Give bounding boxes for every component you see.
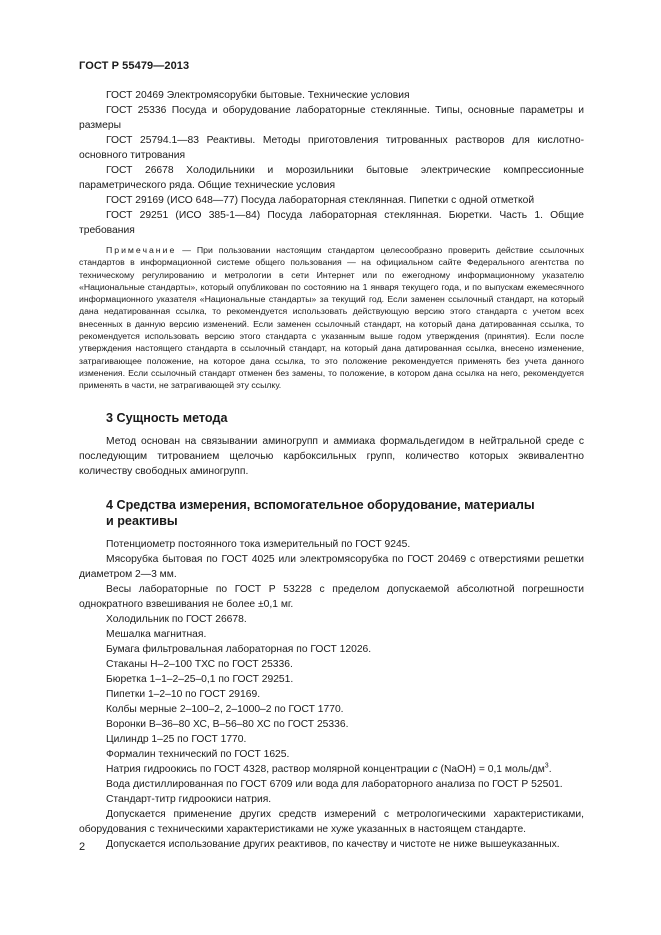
note-paragraph — [79, 244, 584, 392]
equipment-item: Бюретка 1–1–2–25–0,1 по ГОСТ 29251. — [106, 673, 294, 685]
equipment-item: Стаканы Н–2–100 ТХС по ГОСТ 25336. — [106, 658, 293, 670]
equipment-item: Формалин технический по ГОСТ 1625. — [106, 748, 290, 760]
section-4-title-line2: и реактивы — [106, 513, 178, 528]
reference-item: ГОСТ 26678 Холодильники и морозильники бытовые электрические компрессионные параметрического ряда. Общие технические условия — [79, 165, 584, 191]
equipment-item: Стандарт-титр гидроокиси натрия. — [106, 793, 272, 805]
equipment-item: Воронки В–36–80 ХС, В–56–80 ХС по ГОСТ 25336. — [106, 718, 349, 730]
reference-item: ГОСТ 29169 (ИСО 648—77) Посуда лабораторная стеклянная. Пипетки с одной отметкой — [106, 195, 535, 206]
note-label: Примечание — [106, 245, 177, 255]
equipment-item: Холодильник по ГОСТ 26678. — [106, 613, 247, 625]
equipment-item: Вода дистиллированная по ГОСТ 6709 или вода для лабораторного анализа по ГОСТ Р 52501. — [106, 778, 563, 790]
section-3-text: Метод основан на связывании аминогрупп и аммиака формальдегидом в нейтральной среде с последующим титрованием щелочью карбоксильных групп, количество которых эквивалентно количеству свободных аминогрупп. — [79, 435, 584, 477]
equipment-item: Мешалка магнитная. — [106, 628, 207, 640]
equipment-item: Цилиндр 1–25 по ГОСТ 1770. — [106, 733, 247, 745]
reference-item: ГОСТ 29251 (ИСО 385-1—84) Посуда лабораторная стеклянная. Бюретки. Часть 1. Общие требования — [79, 210, 584, 236]
reference-item: ГОСТ 20469 Электромясорубки бытовые. Технические условия — [106, 90, 410, 101]
equipment-item: Колбы мерные 2–100–2, 2–1000–2 по ГОСТ 1770. — [106, 703, 344, 715]
equipment-item: Допускается применение других средств измерений с метрологическими характеристиками, оборудования с техническими характеристиками не хуже указанных в настоящем стандарте. — [79, 808, 584, 835]
reference-item: ГОСТ 25794.1—83 Реактивы. Методы приготовления титрованных растворов для кислотно-основного титрования — [79, 135, 584, 161]
naoh-item — [79, 762, 584, 777]
section-3-title: 3 Сущность метода — [106, 410, 228, 425]
note-text: — При пользовании настоящим стандартом целесообразно проверить действие ссылочных стандартов в информационной системе общего пользования — на официальном сайте Федерального агентства по техническому регулированию и метрологии в сети Интернет или по ежегодному информационному указателю «Национальные стандарты», который опубликован по состоянию на 1 января текущего года, и по выпускам ежемесячного информационного указателя «Национальные стандарты» за текущий год. Если заменен ссылочный стандарт, на который дана недатированная ссылка, то рекомендуется использовать действующую версию этого стандарта с учетом всех внесенных в данную версию изменений. Если заменен ссылочный стандарт, на который дана датированная ссылка, то рекомендуется использовать версию этого стандарта с указанным выше годом утверждения (принятия). Если после утверждения настоящего стандарта в ссылочный стандарт, на который дана датированная ссылка, внесено изменение, затрагивающее положение, на которое дана ссылка, то это положение рекомендуется применять без учета данного изменения. Если ссылочный стандарт отменен без замены, то положение, в котором дана ссылка на него, рекомендуется применять в части, не затрагивающей эту ссылку. — [79, 245, 584, 391]
equipment-item: Мясорубка бытовая по ГОСТ 4025 или электромясорубка по ГОСТ 20469 с отверстиями решетки диаметром 2—3 мм. — [79, 553, 584, 580]
equipment-item: Потенциометр постоянного тока измерительный по ГОСТ 9245. — [106, 538, 411, 550]
section-4-title-line1: 4 Средства измерения, вспомогательное оборудование, материалы — [106, 497, 535, 512]
equipment-item: Бумага фильтровальная лабораторная по ГОСТ 12026. — [106, 643, 372, 655]
reference-item: ГОСТ 25336 Посуда и оборудование лабораторные стеклянные. Типы, основные параметры и размеры — [79, 105, 584, 131]
naoh-text-mid: (NaOH) = 0,1 моль/дм — [437, 763, 545, 775]
naoh-text-post: . — [548, 763, 552, 775]
document-header: ГОСТ Р 55479—2013 — [79, 60, 190, 72]
naoh-text-pre: Натрия гидроокись по ГОСТ 4328, раствор молярной концентрации — [106, 763, 433, 775]
equipment-item: Пипетки 1–2–10 по ГОСТ 29169. — [106, 688, 261, 700]
page-number: 2 — [79, 841, 86, 853]
section-4-title — [79, 497, 584, 529]
page-content — [79, 88, 584, 852]
naoh-concentration-symbol: c — [432, 763, 438, 775]
equipment-item: Допускается использование других реактивов, по качеству и чистоте не ниже вышеуказанных. — [106, 838, 560, 850]
equipment-item: Весы лабораторные по ГОСТ Р 53228 с пределом допускаемой абсолютной погрешности однократного взвешивания не более ±0,1 мг. — [79, 583, 584, 610]
naoh-unit-exponent: 3 — [544, 762, 549, 770]
